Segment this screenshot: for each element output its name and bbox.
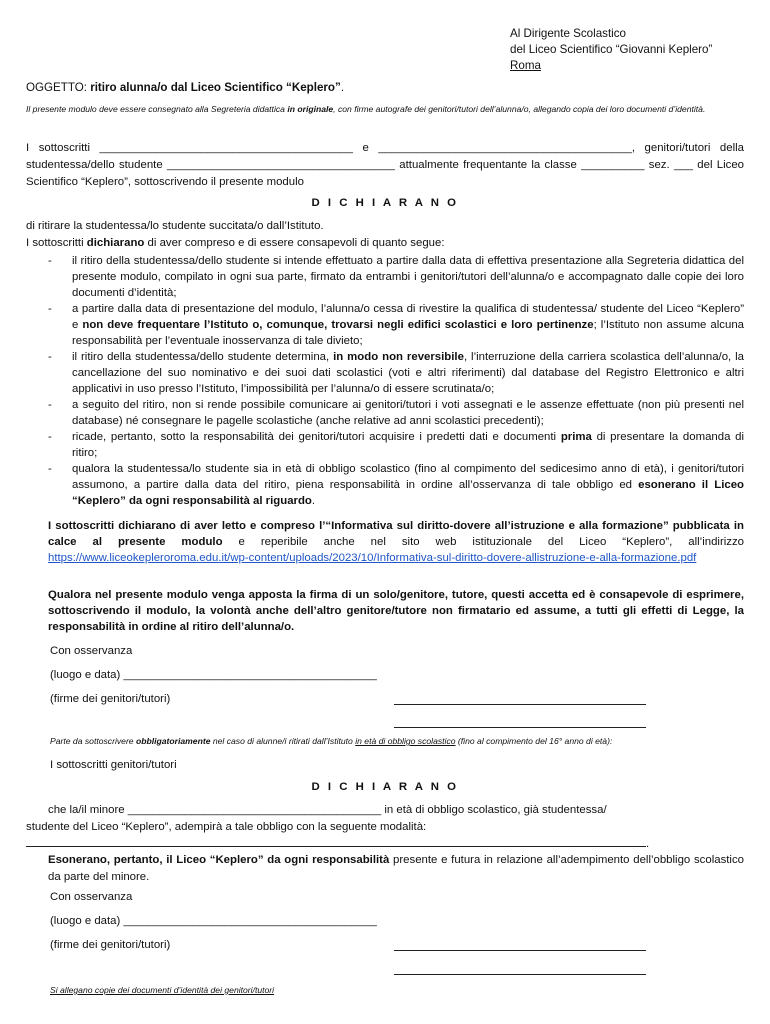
firme-label-1: (firme dei genitori/tutori) xyxy=(50,693,171,705)
luogo-data-2 xyxy=(50,914,377,930)
intro-paragraph xyxy=(26,218,744,252)
intro-line-2-bold: dichiarano xyxy=(86,237,145,250)
modalita-blank[interactable] xyxy=(26,837,646,847)
minore-paragraph xyxy=(26,802,744,853)
delivery-note-after: , con firme autografe dei genitori/tutori dell’alunna/o, allegando copia dei loro documenti d’identità. xyxy=(333,104,706,114)
addressee-block xyxy=(510,26,760,75)
intro-line-2-c: di aver compreso e di essere consapevoli di quanto segue: xyxy=(144,237,445,250)
conditions-list xyxy=(26,254,744,510)
bullet-6-a: qualora la studentessa/lo studente sia in età di obbligo scolastico (fino al compimento del sedicesimo anno di età), i genitori/tutori assumono, a partire dalla data del ritiro, piena responsabilità in ordine all’osservanza di tale obbligo ed xyxy=(72,462,744,491)
luogo-data-label-1: (luogo e data) xyxy=(50,669,124,681)
subject-line xyxy=(26,80,344,96)
list-item xyxy=(26,254,744,302)
bullet-5-bold: prima xyxy=(560,430,592,443)
addressee-city: Roma xyxy=(510,59,541,73)
obbligo-note-bold: obbligatoriamente xyxy=(135,736,211,746)
bullet-5-c: di presentare la domanda di ritiro; xyxy=(72,430,745,459)
parent-2-blank[interactable]: ________________________________________ xyxy=(378,142,632,154)
signers-t2: e xyxy=(352,142,379,154)
bullet-1-text: il ritiro della studentessa/dello studente si intende effettuato a partire dalla data di effettiva presentazione alla Segreteria didattica del presente modulo, compilato in ogni sua parte, firmato da entrambi i genitori/tutori dell’alunna/o e accompagnato dalle copie dei loro documenti d’identità; xyxy=(72,255,744,299)
signers-t5: sez. xyxy=(644,159,674,172)
modalita-line[interactable] xyxy=(26,836,744,853)
informativa-bold: I sottoscritti dichiarano di aver letto e compreso l’“Informativa sul diritto-dovere all’istruzione e alla formazione” pubblicata in calce al presente modulo xyxy=(48,520,744,548)
delivery-note-before: Il presente modulo deve essere consegnato alla Segreteria didattica xyxy=(26,104,288,114)
qualora-text: Qualora nel presente modulo venga apposta la firma di un solo/genitore, tutore, questi accetta ed è consapevole di esprimere, sottoscrivendo il modulo, la volontà anche dell’altro genitore/tutore non firmatario ed assume, a tutti gli effetti di Legge, la responsabilità in ordine al ritiro dell’alunna/o. xyxy=(48,589,744,633)
sottoscritti-genitori: I sottoscritti genitori/tutori xyxy=(50,759,177,771)
obbligo-note-underlined: in età di obbligo scolastico xyxy=(355,736,456,746)
obbligo-note xyxy=(50,736,750,748)
signers-t4: attualmente frequentante la classe xyxy=(395,159,582,172)
esonerano-rest: presente e futura in relazione all’adempimento dell’obbligo scolastico da parte del minore. xyxy=(48,854,744,883)
signers-t1: I sottoscritti xyxy=(26,142,100,154)
esonerano-text xyxy=(26,852,744,885)
delivery-note-bold: in originale xyxy=(287,104,334,114)
subject-end: . xyxy=(340,81,345,94)
dash-marker: - xyxy=(48,350,52,363)
bullet-5-a: ricade, pertanto, sotto la responsabilità dei genitori/tutori acquisire i predetti dati e documenti xyxy=(72,430,561,443)
esonerano-paragraph xyxy=(26,852,744,885)
signers-t6: del Liceo Scientifico “Keplero”, sottoscrivendo il presente modulo xyxy=(26,159,745,189)
minore-b: in età di obbligo scolastico, già studentessa/ xyxy=(381,804,607,816)
bullet-3-a: il ritiro della studentessa/dello studente determina, xyxy=(72,350,334,363)
bullet-2-bold: non deve frequentare l’Istituto o, comunque, trovarsi negli edifici scolastici e loro pertinenze xyxy=(82,318,594,331)
obbligo-note-e: (fino al compimento del 16° anno di età): xyxy=(455,736,613,746)
minore-a: che la/il minore xyxy=(48,804,128,816)
bullet-4-text: a seguito del ritiro, non si rende possibile comunicare ai genitori/tutori i voti assegnati e le assenze effettuate (non più presenti nel database) né consegnare le pagelle scolastiche (anche relative ad anni scolastici precedenti); xyxy=(72,398,744,427)
signature-line-1a[interactable] xyxy=(394,704,646,705)
luogo-data-label-2: (luogo e data) xyxy=(50,915,124,927)
list-item xyxy=(26,350,744,398)
signature-line-2b[interactable] xyxy=(394,974,646,975)
obbligo-note-c: nel caso di alunne/i ritirati dall’Istituto xyxy=(210,736,356,746)
signers-t3: , genitori/tutori della studentessa/dello studente xyxy=(26,142,744,172)
luogo-data-blank-2[interactable]: ________________________________________ xyxy=(123,915,377,927)
single-signature-clause xyxy=(26,588,744,636)
minore-line-2: studente del Liceo “Keplero”, adempirà a tale obbligo con la seguente modalità: xyxy=(26,821,427,834)
section-blank[interactable]: ___ xyxy=(673,159,693,172)
intro-line-1: di ritirare la studentessa/lo studente succitata/o dall’Istituto. xyxy=(26,220,324,232)
luogo-data-blank-1[interactable]: ________________________________________ xyxy=(123,669,377,681)
informativa-rest: e reperibile anche nel sito web istituzionale del Liceo “Keplero”, all’indirizzo xyxy=(222,535,744,548)
parent-1-blank[interactable]: ________________________________________ xyxy=(99,142,353,154)
attachments-note: Si allegano copie dei documenti d’identità dei genitori/tutori xyxy=(50,985,275,995)
list-item xyxy=(26,462,744,510)
delivery-note xyxy=(26,103,746,115)
signature-line-1b[interactable] xyxy=(394,727,646,728)
dash-marker: - xyxy=(48,255,52,267)
addressee-line-1: Al Dirigente Scolastico xyxy=(510,27,626,40)
dichiarano-heading-1: D I C H I A R A N O xyxy=(311,197,459,209)
dichiarano-heading-2: D I C H I A R A N O xyxy=(311,781,459,793)
list-item xyxy=(26,302,744,350)
intro-line-2 xyxy=(26,235,744,252)
list-item xyxy=(26,398,744,430)
minor-name-blank[interactable]: ________________________________________ xyxy=(127,804,382,816)
luogo-data-1 xyxy=(50,668,377,684)
obbligo-note-a: Parte da sottoscrivere xyxy=(50,736,136,746)
bullet-2-c: ; l’Istituto non assume alcuna responsabilità per l’eventuale inosservanza di tale divieto; xyxy=(72,318,745,347)
list-item xyxy=(26,430,744,462)
informativa-paragraph xyxy=(26,519,744,567)
con-osservanza-2: Con osservanza xyxy=(50,891,133,903)
dash-marker: - xyxy=(48,430,52,443)
bullet-2-a: a partire dalla data di presentazione del modulo, l’alunna/o cessa di rivestire la qualifica di studentessa/ studente del Liceo “Keplero” e xyxy=(72,302,744,331)
bullet-6-bold: esonerano il Liceo “Keplero” da ogni responsabilità al riguardo xyxy=(72,478,744,507)
modalita-end: . xyxy=(646,838,650,851)
addressee-line-2: del Liceo Scientifico “Giovanni Keplero” xyxy=(510,43,713,57)
firme-label-2: (firme dei genitori/tutori) xyxy=(50,939,171,951)
con-osservanza-1: Con osservanza xyxy=(50,645,133,657)
bullet-3-bold: in modo non reversibile xyxy=(333,350,464,363)
student-name-blank[interactable]: ____________________________________ xyxy=(166,159,396,172)
dash-marker: - xyxy=(48,398,52,411)
intro-line-2-a: I sottoscritti xyxy=(26,237,87,250)
bullet-3-c: , l’interruzione della carriera scolastica dell’alunna/o, la cancellazione del suo nominativo e dei suoi dati scolastici (voti e altri riferimenti) dal database del Registro Elettronico e altri applicativi in uso presso l’Istituto, l’impossibilità per l’alunna/o di essere scrutinata/o; xyxy=(72,350,745,395)
informativa-link[interactable]: https://www.liceokepleroroma.edu.it/wp-content/uploads/2023/10/Informativa-sul-diritto-dovere-allistruzione-e-alla-formazione.pdf xyxy=(48,551,697,564)
subject-text: ritiro alunna/o dal Liceo Scientifico “Keplero” xyxy=(90,81,341,94)
signers-paragraph xyxy=(26,140,744,191)
bullet-6-c: . xyxy=(311,494,316,507)
esonerano-bold: Esonerano, pertanto, il Liceo “Keplero” da ogni responsabilità xyxy=(48,854,390,866)
dash-marker: - xyxy=(48,462,52,475)
signature-line-2a[interactable] xyxy=(394,950,646,951)
class-blank[interactable]: __________ xyxy=(581,159,645,172)
dash-marker: - xyxy=(48,302,52,315)
subject-label: OGGETTO: xyxy=(26,81,91,94)
minore-line-1 xyxy=(26,802,744,819)
informativa-text xyxy=(26,519,744,567)
